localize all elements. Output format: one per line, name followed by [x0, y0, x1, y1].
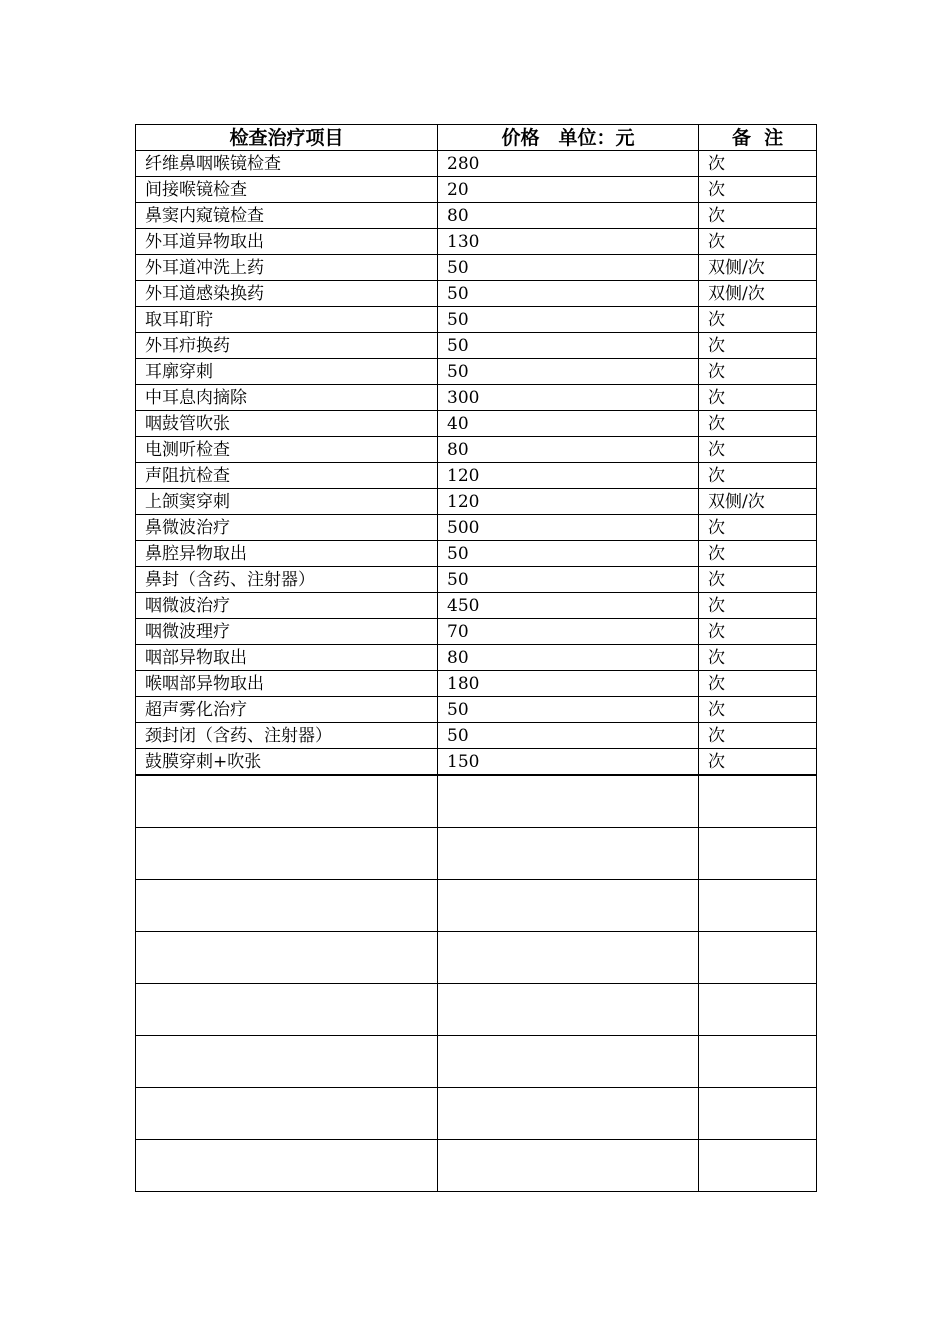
cell-item: 颈封闭（含药、注射器）: [136, 723, 438, 749]
empty-table-row: [136, 1140, 817, 1192]
cell-note: 次: [699, 333, 817, 359]
cell-note: 次: [699, 385, 817, 411]
price-table: [135, 124, 817, 1192]
cell-note: 次: [699, 515, 817, 541]
cell-note: 次: [699, 541, 817, 567]
cell-price: 50: [438, 255, 699, 281]
cell-price: 120: [438, 489, 699, 515]
header-note: 备 注: [699, 125, 817, 151]
cell-item: 声阻抗检查: [136, 463, 438, 489]
table-row: [136, 671, 817, 697]
cell-note: 次: [699, 203, 817, 229]
empty-cell: [699, 1088, 817, 1140]
empty-table-row: [136, 1036, 817, 1088]
table-row: [136, 697, 817, 723]
cell-item: 鼻微波治疗: [136, 515, 438, 541]
empty-cell: [438, 932, 699, 984]
table-row: [136, 281, 817, 307]
cell-item: 中耳息肉摘除: [136, 385, 438, 411]
empty-cell: [699, 1140, 817, 1192]
cell-price: 450: [438, 593, 699, 619]
table-row: [136, 203, 817, 229]
cell-note: 双侧/次: [699, 489, 817, 515]
table-row: [136, 411, 817, 437]
table-row: [136, 359, 817, 385]
cell-note: 双侧/次: [699, 255, 817, 281]
cell-note: 次: [699, 593, 817, 619]
cell-price: 50: [438, 307, 699, 333]
cell-price: 130: [438, 229, 699, 255]
empty-cell: [438, 775, 699, 828]
empty-table-row: [136, 932, 817, 984]
table-row: [136, 333, 817, 359]
empty-cell: [136, 880, 438, 932]
cell-item: 外耳道感染换药: [136, 281, 438, 307]
cell-item: 外耳道异物取出: [136, 229, 438, 255]
table-row: [136, 541, 817, 567]
cell-price: 120: [438, 463, 699, 489]
cell-price: 300: [438, 385, 699, 411]
table-header-row: [136, 125, 817, 151]
empty-cell: [136, 775, 438, 828]
table-body: [136, 151, 817, 1192]
cell-item: 鼻腔异物取出: [136, 541, 438, 567]
empty-cell: [136, 984, 438, 1036]
cell-item: 咽部异物取出: [136, 645, 438, 671]
table-row: [136, 593, 817, 619]
empty-cell: [699, 775, 817, 828]
empty-cell: [699, 932, 817, 984]
cell-item: 纤维鼻咽喉镜检查: [136, 151, 438, 177]
cell-item: 超声雾化治疗: [136, 697, 438, 723]
cell-item: 外耳道冲洗上药: [136, 255, 438, 281]
cell-price: 50: [438, 333, 699, 359]
cell-price: 20: [438, 177, 699, 203]
empty-cell: [699, 1036, 817, 1088]
cell-item: 鼻窦内窥镜检查: [136, 203, 438, 229]
empty-cell: [699, 880, 817, 932]
cell-price: 50: [438, 697, 699, 723]
cell-note: 次: [699, 437, 817, 463]
table-row: [136, 489, 817, 515]
cell-note: 次: [699, 645, 817, 671]
cell-note: 次: [699, 151, 817, 177]
cell-note: 双侧/次: [699, 281, 817, 307]
cell-item: 取耳耵聍: [136, 307, 438, 333]
cell-note: 次: [699, 671, 817, 697]
header-item: 检查治疗项目: [136, 125, 438, 151]
empty-cell: [438, 828, 699, 880]
cell-note: 次: [699, 463, 817, 489]
cell-note: 次: [699, 229, 817, 255]
cell-item: 间接喉镜检查: [136, 177, 438, 203]
empty-cell: [438, 1088, 699, 1140]
table-row: [136, 229, 817, 255]
table-row: [136, 307, 817, 333]
empty-table-row: [136, 1088, 817, 1140]
table-row: [136, 463, 817, 489]
cell-price: 280: [438, 151, 699, 177]
empty-cell: [438, 984, 699, 1036]
cell-note: 次: [699, 697, 817, 723]
cell-price: 50: [438, 567, 699, 593]
cell-note: 次: [699, 307, 817, 333]
cell-price: 70: [438, 619, 699, 645]
cell-note: 次: [699, 567, 817, 593]
empty-cell: [136, 1140, 438, 1192]
table-row: [136, 437, 817, 463]
cell-price: 80: [438, 203, 699, 229]
table-row: [136, 151, 817, 177]
cell-item: 电测听检查: [136, 437, 438, 463]
empty-table-row: [136, 775, 817, 828]
cell-price: 80: [438, 645, 699, 671]
empty-cell: [438, 880, 699, 932]
cell-item: 鼻封（含药、注射器）: [136, 567, 438, 593]
empty-cell: [136, 1036, 438, 1088]
cell-item: 上颌窦穿刺: [136, 489, 438, 515]
cell-price: 40: [438, 411, 699, 437]
table-row: [136, 255, 817, 281]
cell-price: 180: [438, 671, 699, 697]
cell-price: 50: [438, 359, 699, 385]
cell-price: 50: [438, 723, 699, 749]
empty-cell: [136, 932, 438, 984]
cell-item: 咽鼓管吹张: [136, 411, 438, 437]
table-row: [136, 385, 817, 411]
empty-cell: [699, 828, 817, 880]
cell-price: 500: [438, 515, 699, 541]
empty-cell: [136, 1088, 438, 1140]
empty-cell: [136, 828, 438, 880]
cell-note: 次: [699, 749, 817, 776]
cell-price: 80: [438, 437, 699, 463]
table-row: [136, 619, 817, 645]
cell-note: 次: [699, 619, 817, 645]
empty-cell: [438, 1140, 699, 1192]
header-price: 价格 单位：元: [438, 125, 699, 151]
table-row: [136, 515, 817, 541]
table-row: [136, 567, 817, 593]
empty-table-row: [136, 880, 817, 932]
table-row: [136, 749, 817, 776]
cell-item: 耳廓穿刺: [136, 359, 438, 385]
table-row: [136, 645, 817, 671]
cell-note: 次: [699, 359, 817, 385]
cell-note: 次: [699, 411, 817, 437]
cell-price: 50: [438, 541, 699, 567]
empty-cell: [699, 984, 817, 1036]
cell-note: 次: [699, 723, 817, 749]
cell-note: 次: [699, 177, 817, 203]
cell-price: 50: [438, 281, 699, 307]
table-row: [136, 723, 817, 749]
empty-table-row: [136, 984, 817, 1036]
cell-item: 咽微波治疗: [136, 593, 438, 619]
empty-cell: [438, 1036, 699, 1088]
cell-price: 150: [438, 749, 699, 776]
cell-item: 喉咽部异物取出: [136, 671, 438, 697]
empty-table-row: [136, 828, 817, 880]
cell-item: 外耳疖换药: [136, 333, 438, 359]
cell-item: 鼓膜穿刺+吹张: [136, 749, 438, 776]
cell-item: 咽微波理疗: [136, 619, 438, 645]
table-row: [136, 177, 817, 203]
